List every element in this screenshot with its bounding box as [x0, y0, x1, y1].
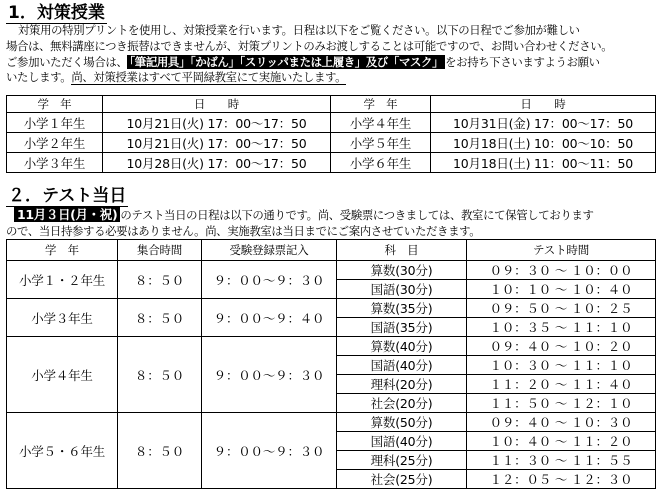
test-intro-line-1 — [6, 207, 656, 224]
test-subject-cell: 国語(35分) — [337, 318, 467, 337]
test-subject-cell: 算数(35分) — [337, 299, 467, 318]
test-grade-cell: 小学１・２年生 — [7, 261, 118, 299]
test-time-cell: １０：１０ ～ １０：４０ — [467, 280, 656, 299]
schedule-datetime-cell: 10月18日(土) 10：00～10：50 — [431, 133, 656, 153]
test-subject-cell: 理科(20分) — [337, 375, 467, 394]
test-subject-cell: 国語(40分) — [337, 356, 467, 375]
test-time-cell: ０９：４０ ～ １０：２０ — [467, 337, 656, 356]
test-subject-cell: 理科(25分) — [337, 451, 467, 470]
test-subject-cell: 社会(25分) — [337, 470, 467, 489]
schedule-datetime-cell: 10月28日(火) 17：00～17：50 — [103, 153, 331, 173]
schedule-header-datetime-2: 日 時 — [431, 96, 656, 113]
test-registration-cell: ９：００～９：３０ — [202, 413, 337, 489]
test-row — [7, 261, 656, 280]
test-time-cell: ０９：３０ ～ １０：００ — [467, 261, 656, 280]
test-row — [7, 299, 656, 318]
test-grade-cell: 小学４年生 — [7, 337, 118, 413]
test-registration-cell: ９：００～９：３０ — [202, 261, 337, 299]
section-2-intro — [6, 207, 656, 240]
test-meeting-time-cell: ８：５０ — [118, 299, 202, 337]
test-time-cell: １２：０５ ～ １２：３０ — [467, 470, 656, 489]
test-time-cell: ０９：５０ ～ １０：２５ — [467, 299, 656, 318]
test-time-cell: ０９：４０ ～ １０：３０ — [467, 413, 656, 432]
schedule-grade-cell: 小学２年生 — [7, 133, 103, 153]
test-registration-cell: ９：００～９：４０ — [202, 299, 337, 337]
test-time-cell: １１：５０ ～ １２：１０ — [467, 394, 656, 413]
schedule-grade-cell: 小学３年生 — [7, 153, 103, 173]
schedule-header-grade-2: 学 年 — [331, 96, 431, 113]
schedule-datetime-cell: 10月31日(金) 17：00～17：50 — [431, 113, 656, 133]
schedule-row — [7, 113, 656, 133]
schedule-grade-cell: 小学６年生 — [331, 153, 431, 173]
intro-line-3-suffix: をお持ち下さいますようお願い — [445, 54, 600, 69]
test-time-cell: １１：２０ ～ １１：４０ — [467, 375, 656, 394]
prep-class-schedule-table — [6, 95, 656, 173]
test-day-schedule-table — [6, 239, 656, 489]
test-subject-cell: 算数(30分) — [337, 261, 467, 280]
schedule-datetime-cell: 10月21日(火) 17：00～17：50 — [103, 133, 331, 153]
test-header-subject: 科 目 — [337, 240, 467, 261]
schedule-row — [7, 153, 656, 173]
intro-line-2: 場合は、無料講座につき振替はできませんが、対策プリントのみお渡しすることは可能ですので、お問い合わせください。 — [6, 38, 613, 53]
section-2-heading: ２．テスト当日 — [8, 186, 127, 206]
test-header-meeting-time: 集合時間 — [118, 240, 202, 261]
test-meeting-time-cell: ８：５０ — [118, 337, 202, 413]
intro-line-3 — [6, 55, 656, 71]
test-time-cell: １０：４０ ～ １１：２０ — [467, 432, 656, 451]
test-meeting-time-cell: ８：５０ — [118, 261, 202, 299]
test-time-cell: １１：３０ ～ １１：５５ — [467, 451, 656, 470]
test-date-highlight: 11月３日(月・祝) — [14, 207, 120, 222]
intro-line-4-prefix: いたします。 — [6, 70, 72, 85]
schedule-datetime-cell: 10月18日(土) 11：00～11：50 — [431, 153, 656, 173]
test-header-grade: 学 年 — [7, 240, 118, 261]
test-subject-cell: 国語(30分) — [337, 280, 467, 299]
test-header-test-time: テスト時間 — [467, 240, 656, 261]
schedule-header-datetime-1: 日 時 — [103, 96, 331, 113]
schedule-grade-cell: 小学４年生 — [331, 113, 431, 133]
schedule-datetime-cell: 10月21日(火) 17：00～17：50 — [103, 113, 331, 133]
test-subject-cell: 算数(50分) — [337, 413, 467, 432]
test-subject-cell: 社会(20分) — [337, 394, 467, 413]
test-time-cell: １０：３５ ～ １１：１０ — [467, 318, 656, 337]
intro-line-3-prefix: ご参加いただく場合は、 — [6, 54, 128, 69]
schedule-grade-cell: 小学１年生 — [7, 113, 103, 133]
test-row — [7, 413, 656, 432]
schedule-row — [7, 133, 656, 153]
test-time-cell: １０：３０ ～ １１：１０ — [467, 356, 656, 375]
schedule-header-grade-1: 学 年 — [7, 96, 103, 113]
test-grade-cell: 小学５・６年生 — [7, 413, 118, 489]
intro-line-4 — [6, 70, 656, 86]
section-1-heading: 1．対策授業 — [8, 3, 105, 23]
test-intro-line-2: ので、当日持参する必要はありません。尚、実施教室は当日までにご案内させていただきます。 — [6, 223, 481, 238]
test-grade-cell: 小学３年生 — [7, 299, 118, 337]
test-row — [7, 337, 656, 356]
venue-note-underlined: 尚、対策授業はすべて平岡緑教室にて実施いたします。 — [71, 70, 347, 85]
schedule-grade-cell: 小学５年生 — [331, 133, 431, 153]
intro-line-1: 対策用の特別プリントを使用し、対策授業を行います。日程は以下をご覧ください。以下の日程でご参加が難しい — [18, 23, 580, 37]
test-meeting-time-cell: ８：５０ — [118, 413, 202, 489]
test-intro-line-1-suffix: のテスト当日の日程は以下の通りです。尚、受験票につきましては、教室にて保管しております — [120, 208, 594, 222]
test-registration-cell: ９：００～９：３０ — [202, 337, 337, 413]
test-header-registration: 受験登録票記入 — [202, 240, 337, 261]
items-to-bring-highlight: 「筆記用具」「かばん」「スリッパまたは上履き」及び「マスク」 — [129, 54, 444, 69]
test-header-row — [7, 240, 656, 261]
section-1-intro — [6, 23, 656, 86]
test-subject-cell: 算数(40分) — [337, 337, 467, 356]
test-subject-cell: 国語(40分) — [337, 432, 467, 451]
schedule-header-row — [7, 96, 656, 113]
